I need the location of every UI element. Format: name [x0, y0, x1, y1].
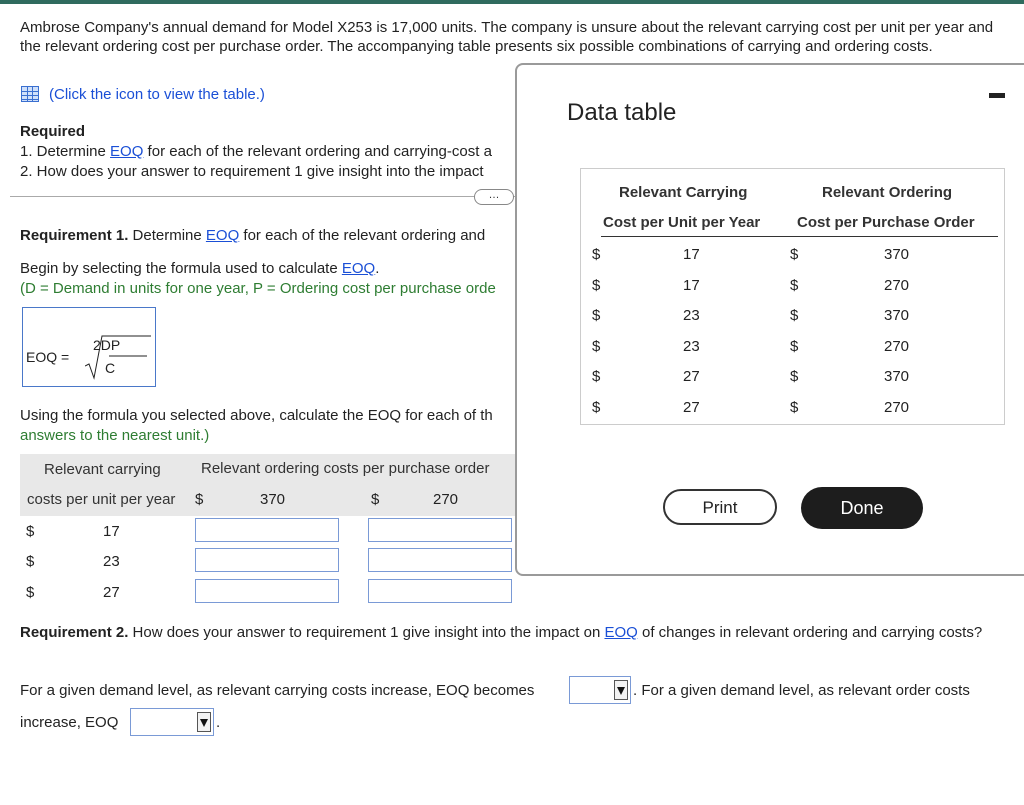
insight-end-period: . [216, 714, 221, 731]
section-divider [10, 196, 515, 197]
dt-row2-v2: 270 [884, 277, 910, 294]
dt-row6-c1: $ [592, 399, 601, 416]
variable-legend: (D = Demand in units for one year, P = Ordering cost per purchase orde [20, 280, 496, 297]
requirement-2-label: Requirement 2. [20, 624, 129, 641]
dt-row2-c2: $ [790, 277, 799, 294]
dropdown-arrow-icon [197, 712, 211, 732]
dt-row1-c2: $ [790, 246, 799, 263]
begin-period: . [375, 260, 380, 277]
eoq-link[interactable]: EOQ [110, 143, 144, 160]
header-underline [601, 236, 998, 237]
dt-row3-c1: $ [592, 307, 601, 324]
dt-row6-v1: 27 [683, 399, 700, 416]
dt-row3-v2: 370 [884, 307, 910, 324]
problem-intro: Ambrose Company's annual demand for Model X253 is 17,000 units. The company is unsure about the relevant carrying cost per unit per year and the relevant ordering cost per purchase order. The accompanying table presents six possible combinations of carrying and ordering costs. [20, 19, 994, 55]
dt-row3-c2: $ [790, 307, 799, 324]
head-ordering: Relevant ordering costs per purchase order [201, 460, 490, 477]
eoq-input-23-370[interactable] [195, 548, 339, 572]
top-accent-bar [0, 0, 1024, 4]
calc-instruction: Using the formula you selected above, calculate the EOQ for each of th [20, 407, 493, 424]
eoq-link[interactable]: EOQ [205, 227, 240, 244]
dt-row1-c1: $ [592, 246, 601, 263]
required-item-1 [20, 142, 492, 161]
row1-currency: $ [26, 523, 35, 540]
head-carrying-line1: Relevant carrying [44, 461, 161, 478]
row3-currency: $ [26, 584, 35, 601]
col1-header-line1: Relevant Carrying [619, 184, 748, 201]
view-table-link[interactable]: (Click the icon to view the table.) [49, 86, 265, 103]
insight-sentence-1: For a given demand level, as relevant carrying costs increase, EOQ becomes [20, 682, 535, 699]
eoq-link[interactable]: EOQ [341, 260, 376, 277]
eoq-input-17-270[interactable] [368, 518, 512, 542]
eoq-link[interactable]: EOQ [604, 624, 638, 641]
eoq-input-27-270[interactable] [368, 579, 512, 603]
insight-sentence-3: increase, EOQ [20, 714, 119, 731]
requirement-2-text: How does your answer to requirement 1 give insight into the impact on [128, 624, 605, 641]
dropdown-arrow-icon [614, 680, 628, 700]
col2-header-line2: Cost per Purchase Order [797, 214, 975, 231]
dt-row4-c2: $ [790, 338, 799, 355]
dt-row6-c2: $ [790, 399, 799, 416]
dt-row5-v2: 370 [884, 368, 910, 385]
insight-sentence-2: . For a given demand level, as relevant order costs [633, 682, 970, 699]
data-table-frame [580, 168, 1005, 425]
print-button[interactable]: Print [663, 489, 777, 525]
dt-row1-v2: 370 [884, 246, 910, 263]
requirement-1-label: Requirement 1. [20, 227, 129, 244]
head-ordering-270: 270 [433, 491, 459, 508]
head-currency-1: $ [195, 491, 204, 508]
col1-header-line2: Cost per Unit per Year [603, 214, 761, 231]
dt-row4-c1: $ [592, 338, 601, 355]
requirement-2-heading [20, 623, 1005, 642]
begin-instruction [20, 259, 379, 278]
row1-carrying: 17 [103, 523, 120, 540]
head-ordering-370: 370 [260, 491, 286, 508]
requirement-1-heading [20, 226, 485, 245]
row3-carrying: 27 [103, 584, 120, 601]
begin-text: Begin by selecting the formula used to calculate [20, 260, 342, 277]
dt-row2-v1: 17 [683, 277, 700, 294]
dt-row2-c1: $ [592, 277, 601, 294]
requirement-1-text: Determine [128, 227, 206, 244]
dt-row5-c2: $ [790, 368, 799, 385]
row2-carrying: 23 [103, 553, 120, 570]
dt-row3-v1: 23 [683, 307, 700, 324]
eoq-input-17-370[interactable] [195, 518, 339, 542]
dt-row6-v2: 270 [884, 399, 910, 416]
head-currency-2: $ [371, 491, 380, 508]
formula-answer-box[interactable] [22, 307, 156, 387]
required-item-2: 2. How does your answer to requirement 1 give insight into the impact [20, 163, 484, 180]
eoq-carrying-dropdown[interactable] [569, 676, 631, 704]
done-button[interactable]: Done [801, 487, 923, 529]
required-heading: Required [20, 123, 86, 140]
dt-row4-v1: 23 [683, 338, 700, 355]
expand-more-button[interactable]: … [474, 189, 514, 205]
col2-header-line1: Relevant Ordering [822, 184, 953, 201]
formula-numerator: 2DP [93, 337, 121, 353]
eoq-input-27-370[interactable] [195, 579, 339, 603]
eoq-order-cost-dropdown[interactable] [130, 708, 214, 736]
rounding-instruction: answers to the nearest unit.) [20, 427, 210, 444]
required-item-1-text: 1. Determine [20, 143, 111, 160]
requirement-2-rest: of changes in relevant ordering and carrying costs? [637, 624, 983, 641]
formula-label: EOQ = [26, 349, 70, 365]
dt-row5-c1: $ [592, 368, 601, 385]
requirement-1-rest: for each of the relevant ordering and [239, 227, 486, 244]
modal-title: Data table [567, 99, 677, 126]
head-carrying-line2: costs per unit per year [27, 491, 176, 508]
formula-denominator: C [105, 360, 116, 376]
dt-row4-v2: 270 [884, 338, 910, 355]
row2-currency: $ [26, 553, 35, 570]
data-table-modal [515, 63, 1024, 576]
eoq-input-23-270[interactable] [368, 548, 512, 572]
dt-row1-v1: 17 [683, 246, 700, 263]
minimize-icon[interactable] [989, 93, 1005, 98]
dt-row5-v1: 27 [683, 368, 700, 385]
table-icon[interactable] [21, 86, 39, 102]
required-item-1-rest: for each of the relevant ordering and carrying-cost a [143, 143, 492, 160]
